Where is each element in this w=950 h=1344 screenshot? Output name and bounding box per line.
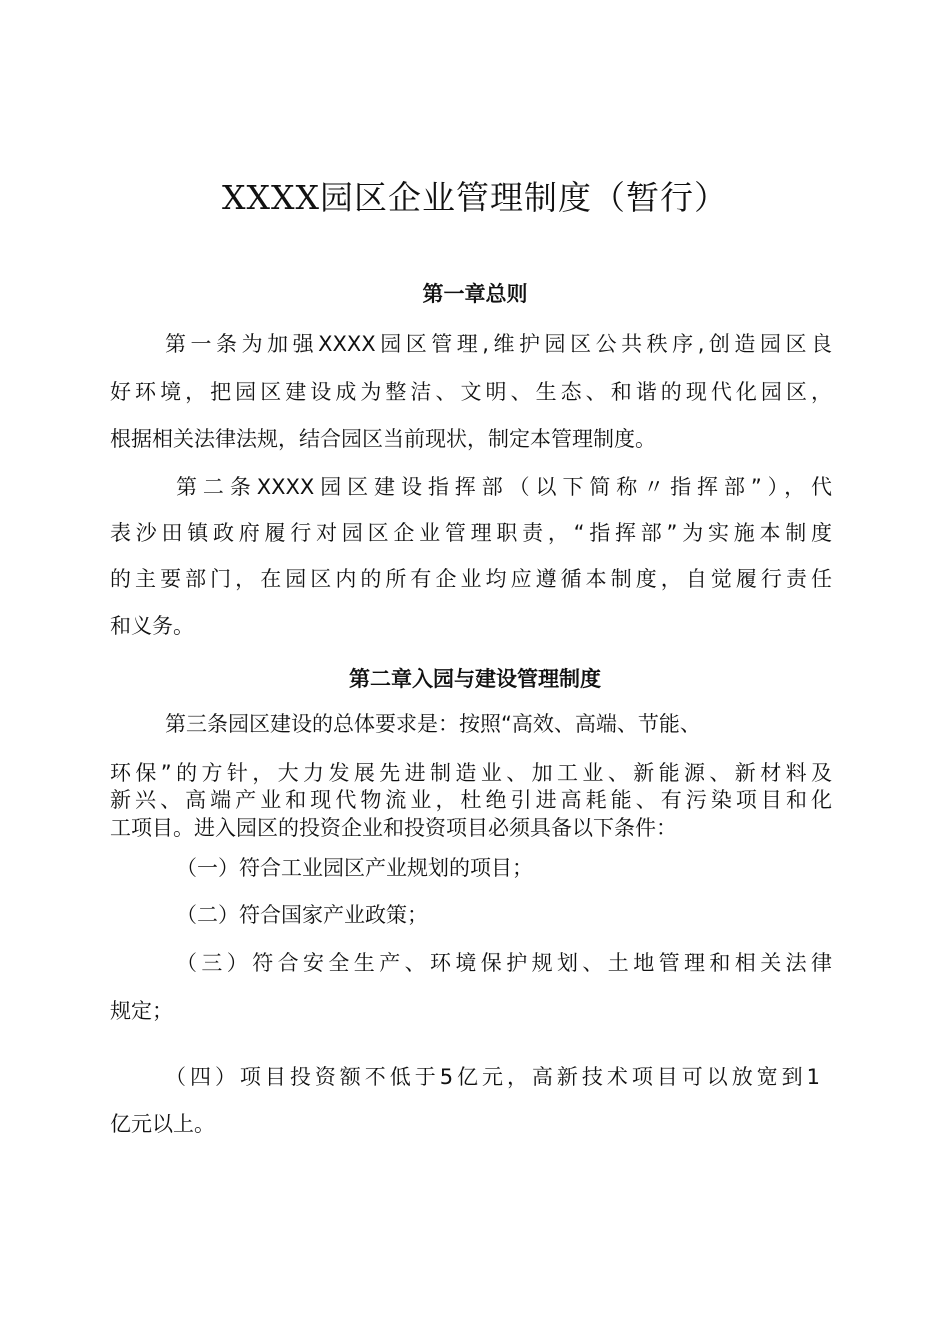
article-2-line-4: 和义务。: [110, 614, 194, 638]
document-title: XXXX园区企业管理制度（暂行）: [222, 178, 728, 217]
condition-4-line-1: （四）项目投资额不低于5亿元，高新技术项目可以放宽到1: [165, 1065, 820, 1089]
article-2-line-2: 表沙田镇政府履行对园区企业管理职责，“指挥部”为实施本制度: [110, 521, 832, 545]
article-1-line-1: 第一条为加强XXXX园区管理,维护园区公共秩序,创造园区良: [165, 332, 832, 356]
chapter-2-heading: 第二章入园与建设管理制度: [349, 667, 601, 691]
article-3-line-2: 环保”的方针，大力发展先进制造业、加工业、新能源、新材料及: [110, 761, 832, 785]
article-3-line-1: 第三条园区建设的总体要求是：按照“高效、高端、节能、: [165, 712, 701, 736]
article-1-line-2: 好环境，把园区建设成为整洁、文明、生态、和谐的现代化园区，: [110, 380, 832, 404]
article-3-line-4: 工项目。进入园区的投资企业和投资项目必须具备以下条件：: [110, 816, 677, 840]
condition-3-line-2: 规定；: [110, 999, 173, 1023]
condition-2: （二）符合国家产业政策；: [176, 903, 428, 927]
condition-3-line-1: （三）符合安全生产、环境保护规划、土地管理和相关法律: [176, 951, 832, 975]
article-1-line-3: 根据相关法律法规，结合园区当前现状，制定本管理制度。: [110, 427, 656, 451]
chapter-1-heading: 第一章总则: [422, 282, 528, 306]
condition-1: （一）符合工业园区产业规划的项目；: [176, 856, 533, 880]
condition-4-line-2: 亿元以上。: [110, 1112, 215, 1136]
article-2-line-3: 的主要部门，在园区内的所有企业均应遵循本制度，自觉履行责任: [110, 567, 832, 591]
article-2-line-1: 第二条XXXX园区建设指挥部（以下简称〃指挥部”），代: [176, 475, 832, 499]
article-3-line-3: 新兴、高端产业和现代物流业，杜绝引进高耗能、有污染项目和化: [110, 788, 832, 812]
